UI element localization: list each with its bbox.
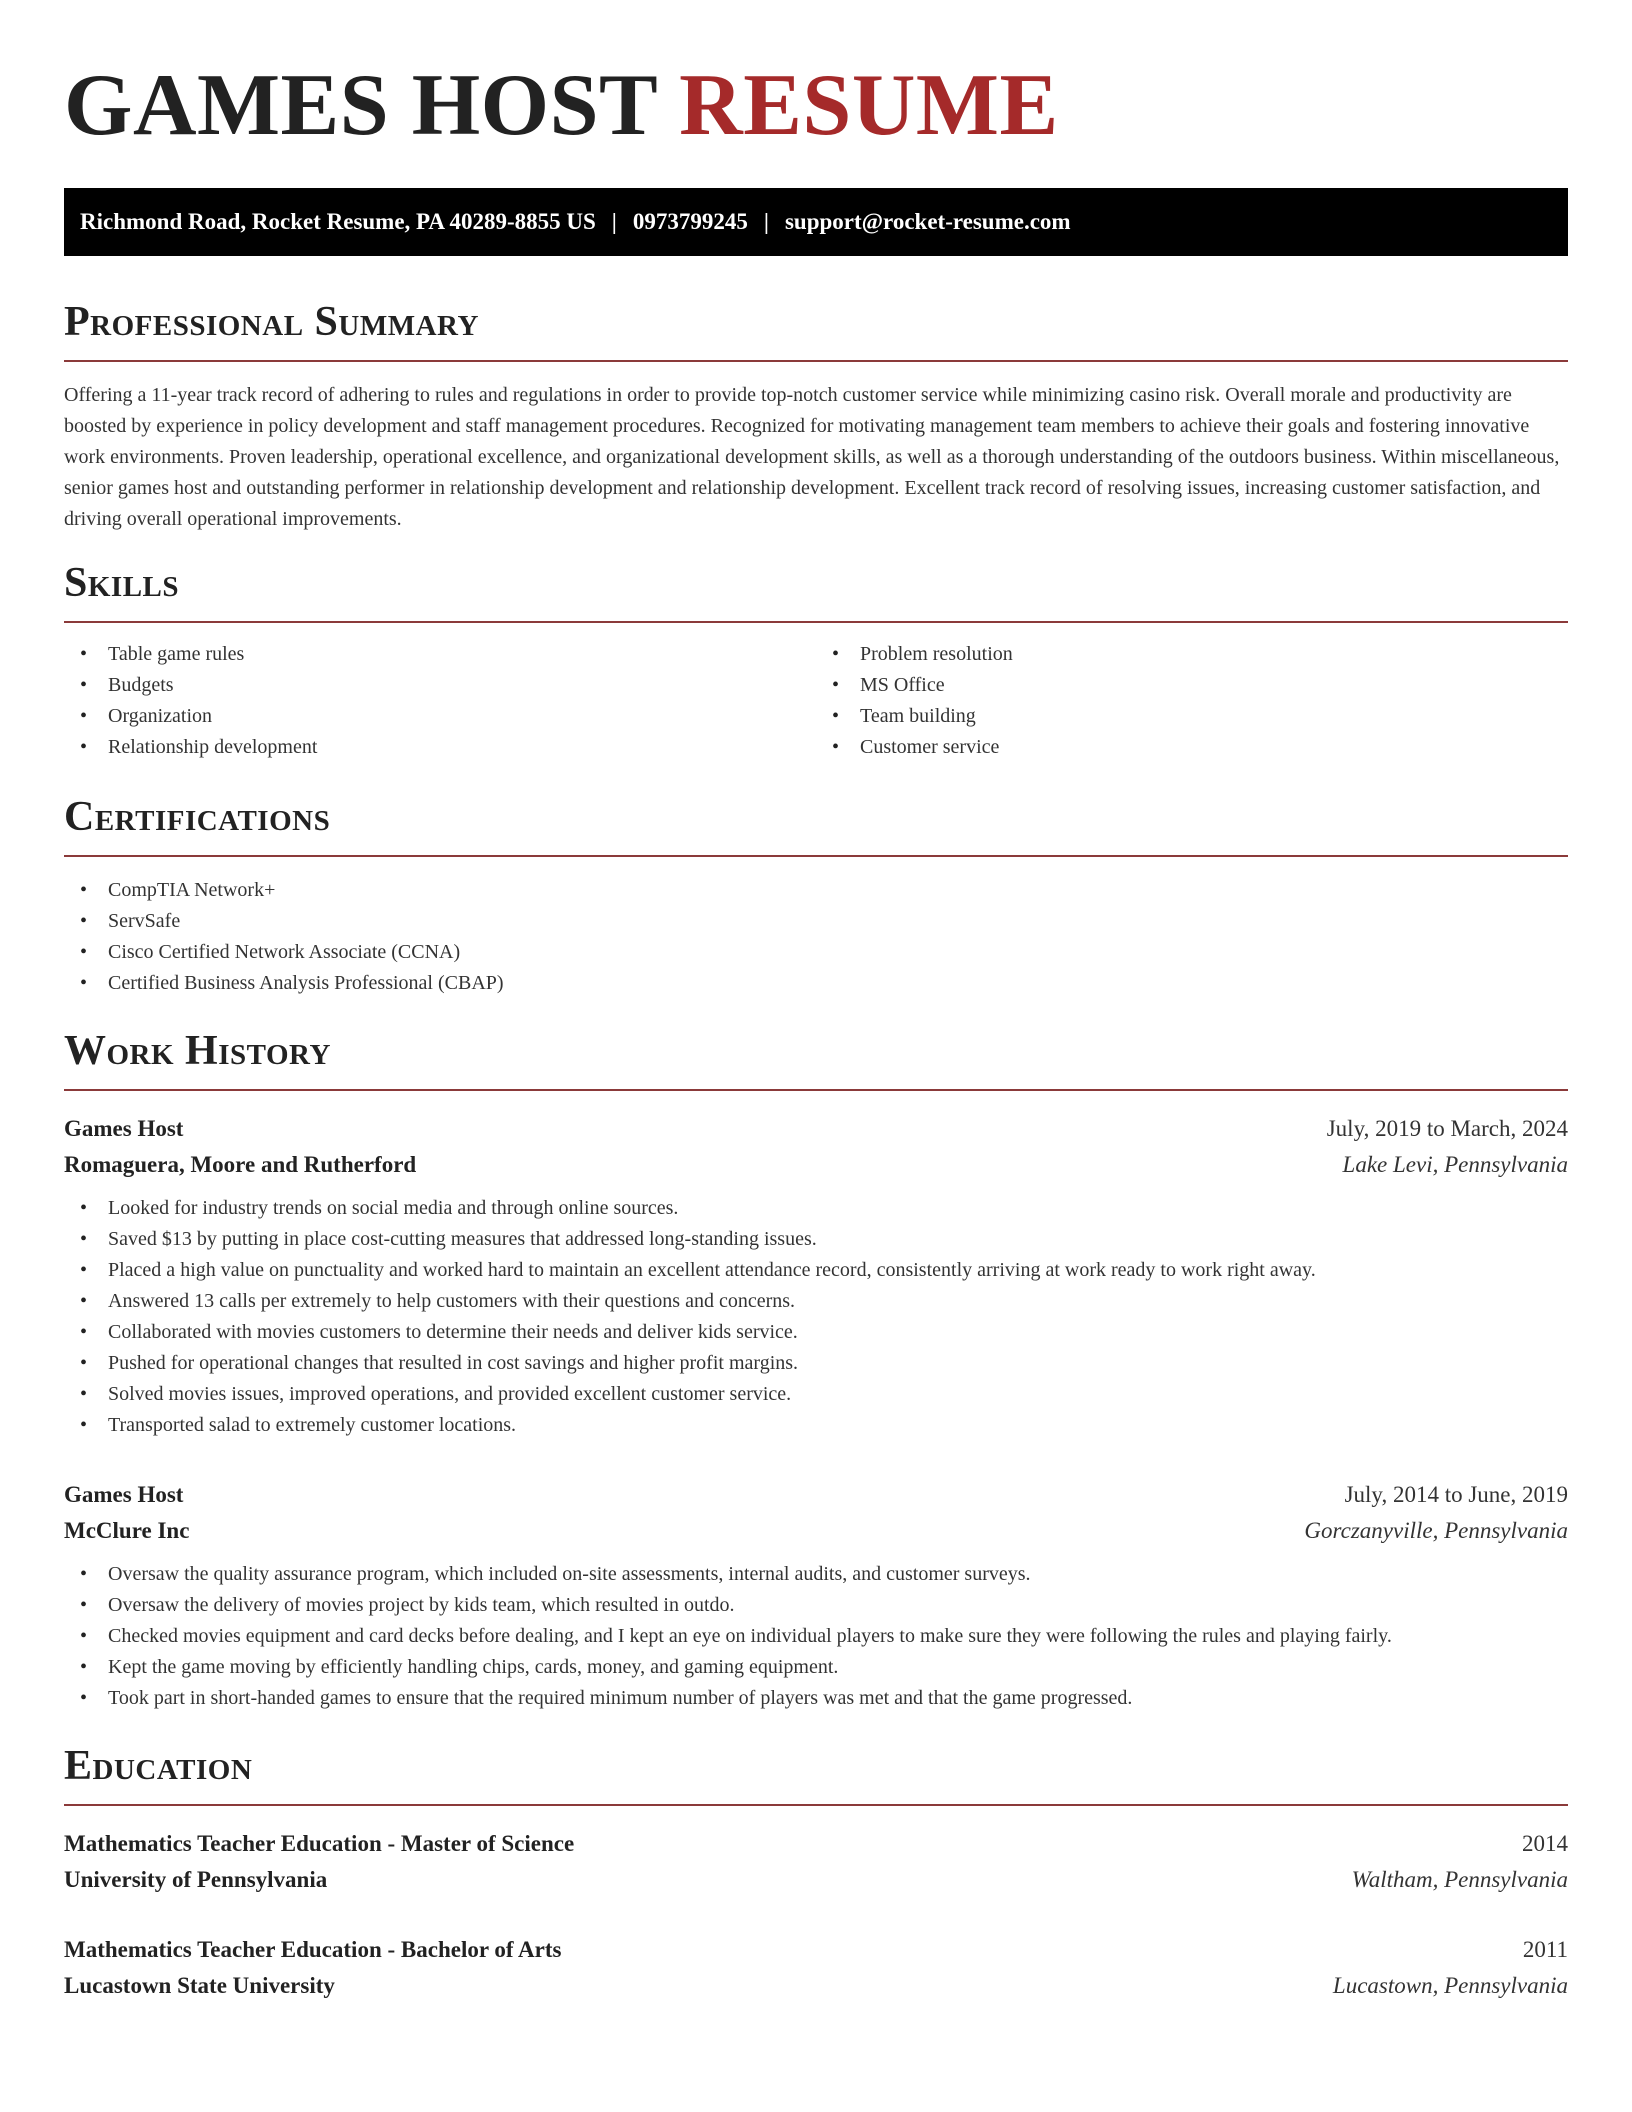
job-duty-item: • Answered 13 calls per extremely to help customers with their questions and concerns. [64,1286,1568,1317]
education-entry [64,1826,1568,1898]
work-history-section [64,1025,1568,1714]
education-location: Lucastown, Pennsylvania [1332,1973,1568,1998]
contact-email[interactable]: support@rocket-resume.com [784,209,1071,234]
job-entry [64,1477,1568,1714]
job-duty-item: • Oversaw the delivery of movies project by kids team, which resulted in outdo. [64,1590,1568,1621]
section-divider [64,360,1568,362]
skill-item: • Team building [816,701,1568,732]
job-duty-item: • Took part in short-handed games to ensure that the required minimum number of players was met and that the game progressed. [64,1683,1568,1714]
work-history-heading: Work History [64,1028,331,1074]
job-duty-item: • Pushed for operational changes that resulted in cost savings and higher profit margins. [64,1348,1568,1379]
contact-bar [64,188,1568,256]
job-title: Games Host [64,1482,184,1507]
certifications-section [64,791,1568,999]
skill-item: • Budgets [64,670,816,701]
job-location: Lake Levi, Pennsylvania [1342,1152,1568,1177]
summary-text: Offering a 11-year track record of adhering to rules and regulations in order to provide top-notch customer service while minimizing casino risk. Overall morale and productivity are boosted by experience in policy development and staff management procedures. Recognized for motivating management team members to achieve their goals and fostering innovative work environments. Proven leadership, operational excellence, and organizational development skills, as well as a thorough understanding of the outdoors business. Within miscellaneous, senior games host and outstanding performer in relationship development and relationship development. Excellent track record of resolving issues, increasing customer satisfaction, and driving overall operational improvements. [64,384,1560,530]
certifications-heading: Certifications [64,794,331,840]
education-school: University of Pennsylvania [64,1867,328,1892]
job-duties-list [64,1559,1568,1714]
certification-item: • Cisco Certified Network Associate (CCNA) [64,937,1568,968]
job-duty-item: • Transported salad to extremely customer locations. [64,1410,1568,1441]
education-entry [64,1932,1568,2004]
skills-column-right [816,639,1568,763]
education-heading: Education [64,1743,253,1789]
education-school: Lucastown State University [64,1973,335,1998]
skill-item: • Table game rules [64,639,816,670]
education-degree: Mathematics Teacher Education - Bachelor of Arts [64,1937,562,1962]
job-duty-item: • Saved $13 by putting in place cost-cutting measures that addressed long-standing issues. [64,1224,1568,1255]
education-degree-row [64,1932,1568,1968]
job-header-row [64,1477,1568,1513]
job-duty-item: • Solved movies issues, improved operations, and provided excellent customer service. [64,1379,1568,1410]
resume-title-accent: RESUME [679,57,1059,154]
job-duty-item: • Collaborated with movies customers to determine their needs and deliver kids service. [64,1317,1568,1348]
education-school-row [64,1862,1568,1898]
skills-list-right [816,639,1568,763]
job-header-row [64,1111,1568,1147]
summary-section [64,296,1568,535]
contact-separator: | [763,209,769,234]
job-company: Romaguera, Moore and Rutherford [64,1152,417,1177]
skill-item: • Relationship development [64,732,816,763]
contact-address: Richmond Road, Rocket Resume, PA 40289-8855 US [80,209,596,234]
education-degree: Mathematics Teacher Education - Master of Science [64,1831,575,1856]
job-company-row [64,1147,1568,1183]
job-duties-list [64,1193,1568,1441]
resume-title-name: GAMES HOST [64,57,657,154]
job-dates: July, 2019 to March, 2024 [1326,1116,1568,1141]
job-title: Games Host [64,1116,184,1141]
certification-item: • Certified Business Analysis Professional (CBAP) [64,968,1568,999]
section-divider [64,1804,1568,1806]
section-divider [64,621,1568,623]
education-year: 2014 [1522,1831,1568,1856]
summary-heading: Professional Summary [64,299,479,345]
section-divider [64,855,1568,857]
job-location: Gorczanyville, Pennsylvania [1304,1518,1568,1543]
contact-separator: | [611,209,617,234]
job-duty-item: • Placed a high value on punctuality and worked hard to maintain an excellent attendance record, consistently arriving at work ready to work right away. [64,1255,1568,1286]
skill-item: • MS Office [816,670,1568,701]
skill-item: • Problem resolution [816,639,1568,670]
education-section [64,1740,1568,2004]
skills-list-left [64,639,816,763]
job-entry [64,1111,1568,1441]
job-duty-item: • Checked movies equipment and card decks before dealing, and I kept an eye on individual players to make sure they were following the rules and playing fairly. [64,1621,1568,1652]
certification-item: • ServSafe [64,906,1568,937]
skills-heading: Skills [64,560,180,606]
job-duty-item: • Oversaw the quality assurance program, which included on-site assessments, internal audits, and customer surveys. [64,1559,1568,1590]
skills-column-left [64,639,816,763]
education-year: 2011 [1522,1937,1568,1962]
education-location: Waltham, Pennsylvania [1351,1867,1568,1892]
job-company: McClure Inc [64,1518,190,1543]
contact-phone: 0973799245 [632,209,748,234]
skill-item: • Organization [64,701,816,732]
certifications-list [64,875,1568,999]
education-school-row [64,1968,1568,2004]
job-company-row [64,1513,1568,1549]
education-degree-row [64,1826,1568,1862]
section-divider [64,1089,1568,1091]
skill-item: • Customer service [816,732,1568,763]
certification-item: • CompTIA Network+ [64,875,1568,906]
resume-title [64,58,1568,154]
job-duty-item: • Looked for industry trends on social media and through online sources. [64,1193,1568,1224]
job-dates: July, 2014 to June, 2019 [1344,1482,1568,1507]
skills-grid [64,639,1568,763]
job-duty-item: • Kept the game moving by efficiently handling chips, cards, money, and gaming equipment. [64,1652,1568,1683]
skills-section [64,557,1568,763]
